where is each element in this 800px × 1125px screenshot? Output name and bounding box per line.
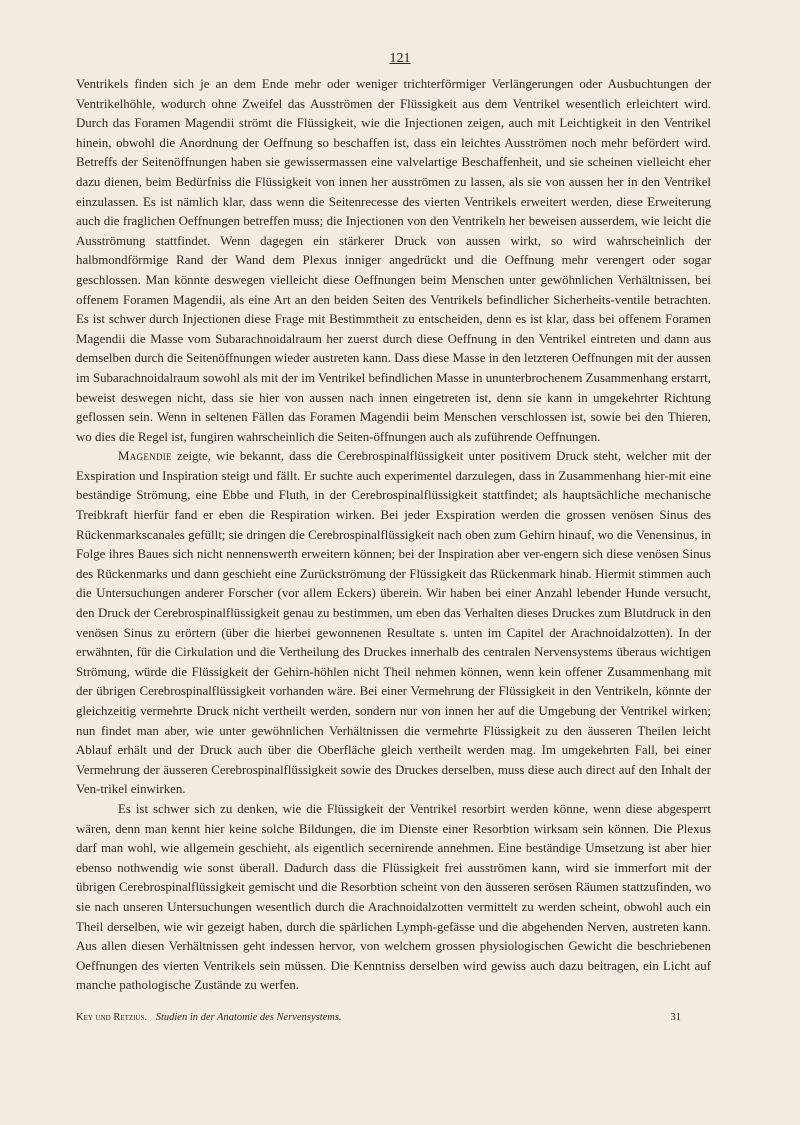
paragraph-1 bbox=[76, 75, 711, 447]
paragraph-1-text: Ventrikels finden sich je an dem Ende mehr oder weniger trichterförmiger Verlängerungen oder Ausbuchtungen der Ventrikelhöhle, wodurch ohne Zweifel das Ausströmen der Flüssigkeit aus dem Ventrikel wesentlich erleichtert wird. Durch das Foramen Magendii strömt die Flüssigkeit, wie die Injectionen zeigen, auch mit Leichtigkeit in den Ventrikel hinein, obwohl die Anordnung der Oeffnung so beschaffen ist, dass ein leichtes Ausströmen noch mehr befördert wird. Betreffs der Seitenöffnungen haben sie gewissermassen eine valvelartige Beschaffenheit, und sie scheinen vielleicht eher dazu dienen, beim Bedürfniss die Flüssigkeit von innen her ausströmen zu lassen, als sie von aussen her in den Ventrikel einzulassen. Es ist nämlich klar, dass wenn die Seitenrecesse des vierten Ventrikels erweitert werden, diese Erweiterung auch die fraglichen Oeffnungen betreffen muss; die Injectionen von den Ventrikeln her beweisen ausserdem, wie leicht die Ausströmung stattfindet. Wenn dagegen ein stärkerer Druck von aussen wirkt, so wird wahrscheinlich der halbmondförmige Rand der Wand dem Plexus inniger angedrückt und die Oeffnung mehr verengert oder sogar geschlossen. Man könnte deswegen vielleicht diese Oeffnungen beim Menschen unter gewöhnlichen Verhältnissen, bei offenem Foramen Magendii, als eine Art an den beiden Seiten des Ventrikels befindlicher Sicherheits-ventile betrachten. Es ist schwer durch Injectionen diese Frage mit Bestimmtheit zu entscheiden, denn es ist klar, dass bei offenem Foramen Magendii die Masse vom Subarachnoidalraum her zuerst durch diese Oeffnung in den Ventrikel eintreten und dann aus demselben durch die Seitenöffnungen wieder austreten kann. Dass diese Masse in den letzteren Oeffnungen mit der aussen im Subarachnoidalraum sowohl als mit der im Ventrikel befindlichen Masse in ununterbrochenem Zusammenhang erstarrt, beweist deswegen nicht, dass sie hier von aussen nach innen eingetreten ist, denn sie kann in umgekehrter Richtung geflossen sein. Wenn in seltenen Fällen das Foramen Magendii beim Menschen verschlossen ist, sowie bei den Thieren, wo dies die Regel ist, fungiren wahrscheinlich die Seiten-öffnungen auch als zuführende Oeffnungen. bbox=[76, 77, 711, 444]
paragraph-2-lead: Magendie bbox=[118, 449, 172, 464]
footer-authors: Key und Retzius. bbox=[76, 1012, 148, 1023]
paragraph-3 bbox=[76, 800, 711, 996]
page-number-text: 121 bbox=[389, 51, 411, 66]
footer-title: Studien in der Anatomie des Nervensystems. bbox=[155, 1012, 342, 1023]
footer-signature: 31 bbox=[670, 1012, 681, 1023]
paragraph-3-text: Es ist schwer sich zu denken, wie die Flüssigkeit der Ventrikel resorbirt werden könne, wenn diese abgesperrt wären, denn man kennt hier keine solche Bildungen, die im Dienste einer Resorbtion wirksam sein können. Die Plexus darf man wohl, wie allgemein geschieht, als eigentlich secernirende annehmen. Eine beständige Umsetzung ist aber hier ebenso nothwendig wie sonst überall. Dadurch dass die Flüssigkeit frei ausströmen kann, wird sie immerfort mit der übrigen Cerebrospinalflüssigkeit gemischt und die Resorbtion scheint von den äusseren serösen Räumen stattzufinden, wo sie nach unseren Untersuchungen wesentlich durch die Arachnoidalzotten vermittelt zu werden scheint, obwohl auch ein Theil derselben, wie wir gezeigt haben, durch die spärlichen Lymph-gefässe und die abgehenden Nerven, austreten kann. Aus allen diesen Verhältnissen geht indessen hervor, von welchem grossen physiologischen Gewicht die beschriebenen Oeffnungen des vierten Ventrikels sein müssen. Die Kenntniss derselben wird gewiss auch dazu beitragen, ein Licht auf manche pathologische Zustände zu werfen. bbox=[76, 801, 711, 993]
body-text bbox=[76, 75, 711, 996]
paragraph-2-text: zeigte, wie bekannt, dass die Cerebrospinalflüssigkeit unter positivem Druck steht, welcher mit der Exspiration und Inspiration steigt und fällt. Er suchte auch experimentel darzulegen, dass in Zusammenhang hier-mit eine beständige Strömung, eine Ebbe und Fluth, in der Cerebrospinalflüssigkeit stattfindet; als hauptsächliche mechanische Treibkraft hierfür fand er eben die Respiration wirken. Bei jeder Exspiration werden die grossen venösen Sinus des Rückenmarkscanales gefüllt; sie dringen die Cerebrospinalflüssigkeit nach oben zum Gehirn hinauf, wo die Venensinus, in Folge ihres Baues sich nicht nennenswerth erweitern können; bei der Inspiration aber ver-engern sich diese venösen Sinus des Rückenmarks und dann geschieht eine Zurückströmung der Flüssigkeit das Rückenmark hinab. Hiermit stimmen auch die Untersuchungen anderer Forscher (vor allem Eckers) überein. Wir haben bei einer Anzahl lebender Hunde versucht, den Druck der Cerebrospinalflüssigkeit genau zu bestimmen, um eben das Verhalten dieses Druckes zum Blutdruck in den venösen Sinus zu erörtern (über die hierbei gewonnenen Resultate s. unten im Capitel der Arachnoidalzotten). In der erwähnten, für die Cirkulation und die Vertheilung des Druckes innerhalb des centralen Nervensystems überaus wichtigen Strömung, würde die Flüssigkeit der Gehirn-höhlen nicht Theil nehmen können, wenn kein offener Zusammenhang mit der übrigen Cerebrospinalflüssigkeit vorhanden wäre. Bei einer Vermehrung der Flüssigkeit in den Ventrikeln, könnte der gleichzeitig vermehrte Druck nicht vertheilt werden, sondern nur von innen her auf die Umgebung der Ventrikel wirken; nun findet man aber, wie unter gewöhnlichen Verhältnissen die vermehrte Flüssigkeit zu den äusseren Theilen leicht Ablauf erhält und der Druck auch über die Oberfläche gleich vertheilt werden mag. Im umgekehrten Fall, bei einer Vermehrung der äusseren Cerebrospinalflüssigkeit sowie des Druckes derselben, muss diese auch direct auf den Inhalt der Ven-trikel einwirken. bbox=[76, 449, 711, 797]
page-number bbox=[0, 50, 800, 68]
paragraph-2 bbox=[76, 447, 711, 800]
page-footer bbox=[76, 1011, 711, 1025]
